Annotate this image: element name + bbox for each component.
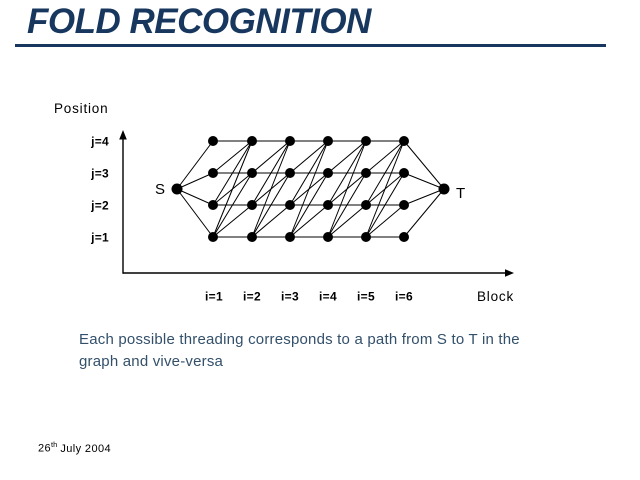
col-label-i3: i=3 xyxy=(281,289,299,304)
col-label-i5: i=5 xyxy=(357,289,375,304)
sink-node xyxy=(439,184,450,195)
graph-edge xyxy=(366,141,404,173)
graph-node xyxy=(208,136,218,146)
graph-node xyxy=(399,200,409,210)
graph-node xyxy=(285,200,295,210)
graph-edge xyxy=(328,173,366,205)
y-axis-title: Position xyxy=(54,101,109,116)
graph-node xyxy=(247,136,257,146)
col-label-i1: i=1 xyxy=(205,289,223,304)
graph-edge xyxy=(290,141,328,173)
graph-edge xyxy=(328,205,366,237)
graph-edge xyxy=(252,173,290,205)
row-label-j2: j=2 xyxy=(91,198,109,213)
graph-node xyxy=(285,168,295,178)
graph-node xyxy=(361,136,371,146)
x-axis-arrow xyxy=(505,269,514,277)
graph-node xyxy=(323,168,333,178)
page-title: FOLD RECOGNITION xyxy=(27,2,371,41)
graph-edge xyxy=(366,173,404,205)
graph-edge xyxy=(290,205,328,237)
graph-node xyxy=(399,168,409,178)
footer-date xyxy=(38,440,111,455)
graph-node xyxy=(208,200,218,210)
source-node xyxy=(172,184,183,195)
x-axis-title: Block xyxy=(477,289,515,304)
col-label-i2: i=2 xyxy=(243,289,261,304)
graph-nodes xyxy=(172,136,450,242)
graph-node xyxy=(323,200,333,210)
graph-node xyxy=(361,168,371,178)
caption xyxy=(79,329,599,373)
footer-date-ordinal: th xyxy=(51,440,58,449)
source-label: S xyxy=(154,181,165,198)
graph-node xyxy=(285,232,295,242)
caption-line-1: Each possible threading corresponds to a path from S to T in the xyxy=(79,331,520,348)
col-label-i6: i=6 xyxy=(395,289,413,304)
y-axis-arrow xyxy=(119,130,127,140)
graph-edge xyxy=(404,189,444,205)
graph-node xyxy=(323,136,333,146)
graph-edge xyxy=(328,141,366,173)
graph-node xyxy=(208,168,218,178)
graph-node xyxy=(285,136,295,146)
graph-edge xyxy=(213,205,252,237)
row-label-j3: j=3 xyxy=(91,166,109,181)
footer-date-day: 26 xyxy=(38,442,52,455)
graph-edge xyxy=(404,141,444,189)
graph-node xyxy=(399,232,409,242)
graph-node xyxy=(247,200,257,210)
graph-node xyxy=(361,232,371,242)
graph-edge xyxy=(213,173,252,205)
graph-node xyxy=(399,136,409,146)
graph-edge xyxy=(290,173,328,205)
col-label-i4: i=4 xyxy=(319,289,337,304)
graph-edge xyxy=(252,205,290,237)
row-label-j1: j=1 xyxy=(91,230,109,245)
graph-edge xyxy=(177,189,213,237)
graph-edge xyxy=(366,205,404,237)
graph-edge xyxy=(177,141,213,189)
graph-node xyxy=(247,232,257,242)
graph-node xyxy=(208,232,218,242)
sink-label: T xyxy=(456,185,466,202)
graph-edge xyxy=(404,189,444,237)
graph-edge xyxy=(213,141,252,173)
graph-edges xyxy=(177,141,444,237)
graph-edge xyxy=(404,173,444,189)
caption-line-2: graph and vive-versa xyxy=(79,353,224,370)
graph-edge xyxy=(252,141,290,173)
graph-node xyxy=(247,168,257,178)
row-label-j4: j=4 xyxy=(91,134,109,149)
footer-date-rest: July 2004 xyxy=(60,442,112,455)
graph-node xyxy=(323,232,333,242)
graph-node xyxy=(361,200,371,210)
